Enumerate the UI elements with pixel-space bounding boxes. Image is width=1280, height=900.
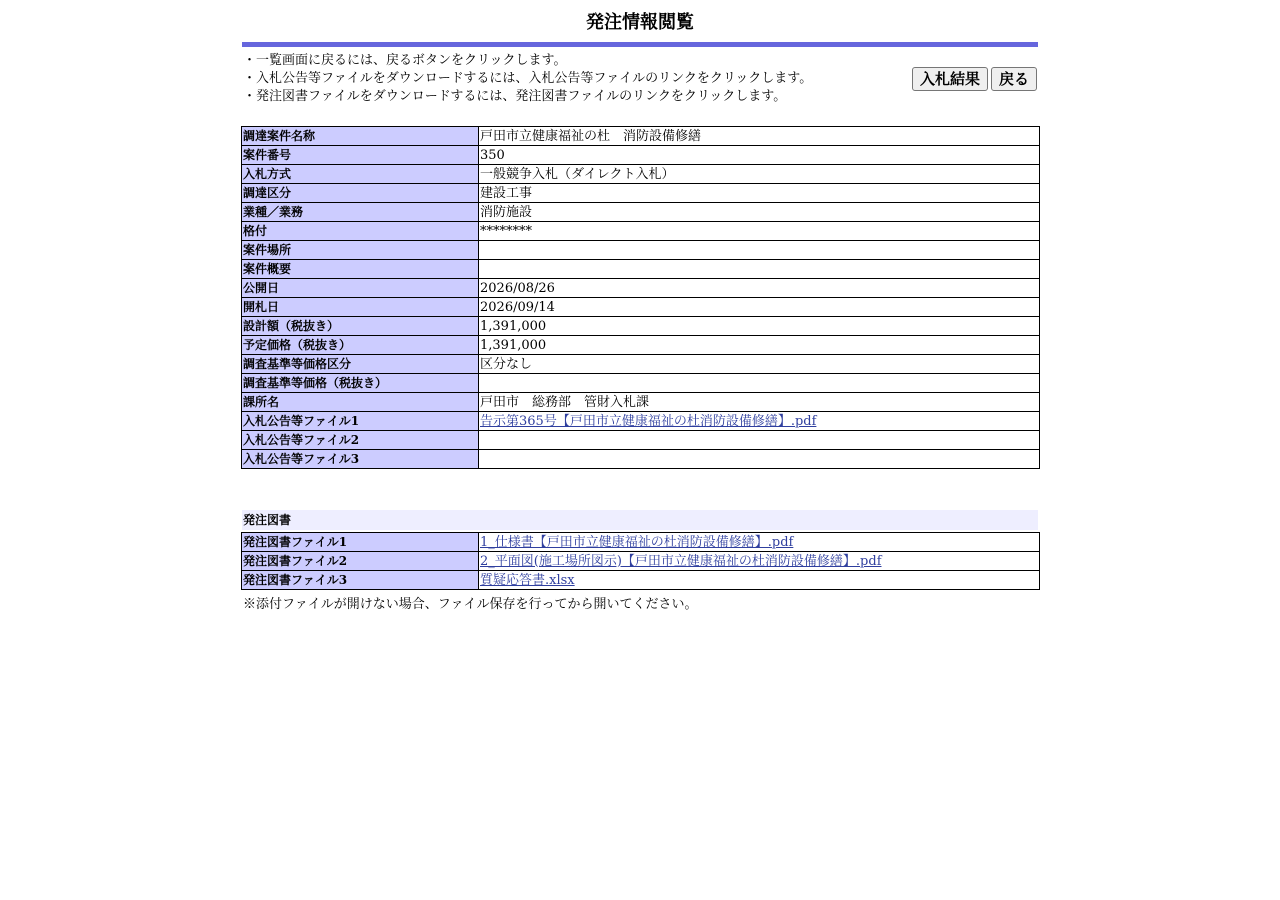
- table-row: [242, 336, 1040, 355]
- field-label: 格付: [242, 222, 479, 241]
- field-value: 350: [479, 146, 1040, 165]
- field-label: 発注図書ファイル2: [242, 552, 479, 571]
- field-label: 発注図書ファイル1: [242, 533, 479, 552]
- field-value: 1,391,000: [479, 336, 1040, 355]
- field-value: 一般競争入札（ダイレクト入札）: [479, 165, 1040, 184]
- table-row: [242, 165, 1040, 184]
- field-value-cell: [479, 533, 1040, 552]
- field-value: [479, 260, 1040, 279]
- table-row: [242, 393, 1040, 412]
- table-row: [242, 355, 1040, 374]
- field-label: 課所名: [242, 393, 479, 412]
- field-value: [479, 431, 1040, 450]
- table-row: [242, 298, 1040, 317]
- field-label: 開札日: [242, 298, 479, 317]
- table-row: [242, 222, 1040, 241]
- field-label: 案件場所: [242, 241, 479, 260]
- page-title: 発注情報閲覧: [586, 12, 694, 33]
- table-row: [242, 431, 1040, 450]
- instruction-line: ・発注図書ファイルをダウンロードするには、発注図書ファイルのリンクをクリックします。: [243, 89, 787, 104]
- field-value: 1,391,000: [479, 317, 1040, 336]
- field-value: [479, 241, 1040, 260]
- field-label: 調査基準等価格区分: [242, 355, 479, 374]
- field-value: 戸田市立健康福祉の杜 消防設備修繕: [479, 127, 1040, 146]
- field-value-cell: [479, 552, 1040, 571]
- field-value: [479, 374, 1040, 393]
- field-value: 2026/08/26: [479, 279, 1040, 298]
- table-row: [242, 450, 1040, 469]
- field-value-cell: [479, 571, 1040, 590]
- field-value: 建設工事: [479, 184, 1040, 203]
- table-row: [242, 146, 1040, 165]
- field-label: 調達案件名称: [242, 127, 479, 146]
- instruction-line: ・一覧画面に戻るには、戻るボタンをクリックします。: [243, 53, 567, 68]
- field-label: 案件概要: [242, 260, 479, 279]
- instructions: [243, 52, 812, 106]
- field-label: 入札公告等ファイル3: [242, 450, 479, 469]
- drawing-file-link-3[interactable]: 質疑応答書.xlsx: [480, 572, 575, 588]
- field-label: 入札公告等ファイル1: [242, 412, 479, 431]
- field-label: 発注図書ファイル3: [242, 571, 479, 590]
- drawing-file-link-2[interactable]: 2_平面図(施工場所図示)【戸田市立健康福祉の杜消防設備修繕】.pdf: [480, 553, 882, 569]
- field-value: [479, 450, 1040, 469]
- title-divider: [242, 42, 1038, 47]
- bid-results-button[interactable]: 入札結果: [912, 67, 988, 91]
- table-row: [242, 374, 1040, 393]
- drawings-section-heading: 発注図書: [242, 510, 1038, 530]
- table-row: [242, 241, 1040, 260]
- field-label: 入札公告等ファイル2: [242, 431, 479, 450]
- table-row: [242, 260, 1040, 279]
- table-row: [242, 127, 1040, 146]
- field-value: ********: [479, 222, 1040, 241]
- field-label: 案件番号: [242, 146, 479, 165]
- table-row: [242, 533, 1040, 552]
- field-label: 公開日: [242, 279, 479, 298]
- field-label: 調達区分: [242, 184, 479, 203]
- table-row: [242, 279, 1040, 298]
- drawing-file-link-1[interactable]: 1_仕様書【戸田市立健康福祉の杜消防設備修繕】.pdf: [480, 534, 794, 550]
- field-label: 業種／業務: [242, 203, 479, 222]
- attachment-note: ※添付ファイルが開けない場合、ファイル保存を行ってから開いてください。: [243, 597, 698, 612]
- field-value: 戸田市 総務部 管財入札課: [479, 393, 1040, 412]
- back-button[interactable]: 戻る: [991, 67, 1037, 91]
- field-label: 調査基準等価格（税抜き）: [242, 374, 479, 393]
- field-label: 設計額（税抜き）: [242, 317, 479, 336]
- field-label: 入札方式: [242, 165, 479, 184]
- field-value-cell: [479, 412, 1040, 431]
- instruction-line: ・入札公告等ファイルをダウンロードするには、入札公告等ファイルのリンクをクリックします。: [243, 71, 813, 86]
- details-table: [241, 126, 1040, 469]
- table-row: [242, 203, 1040, 222]
- field-value: 区分なし: [479, 355, 1040, 374]
- table-row: [242, 317, 1040, 336]
- field-label: 予定価格（税抜き）: [242, 336, 479, 355]
- field-value: 2026/09/14: [479, 298, 1040, 317]
- notice-file-link-1[interactable]: 告示第365号【戸田市立健康福祉の杜消防設備修繕】.pdf: [480, 413, 817, 429]
- field-value: 消防施設: [479, 203, 1040, 222]
- table-row: [242, 571, 1040, 590]
- drawings-table: [241, 532, 1040, 590]
- table-row: [242, 552, 1040, 571]
- table-row: [242, 412, 1040, 431]
- table-row: [242, 184, 1040, 203]
